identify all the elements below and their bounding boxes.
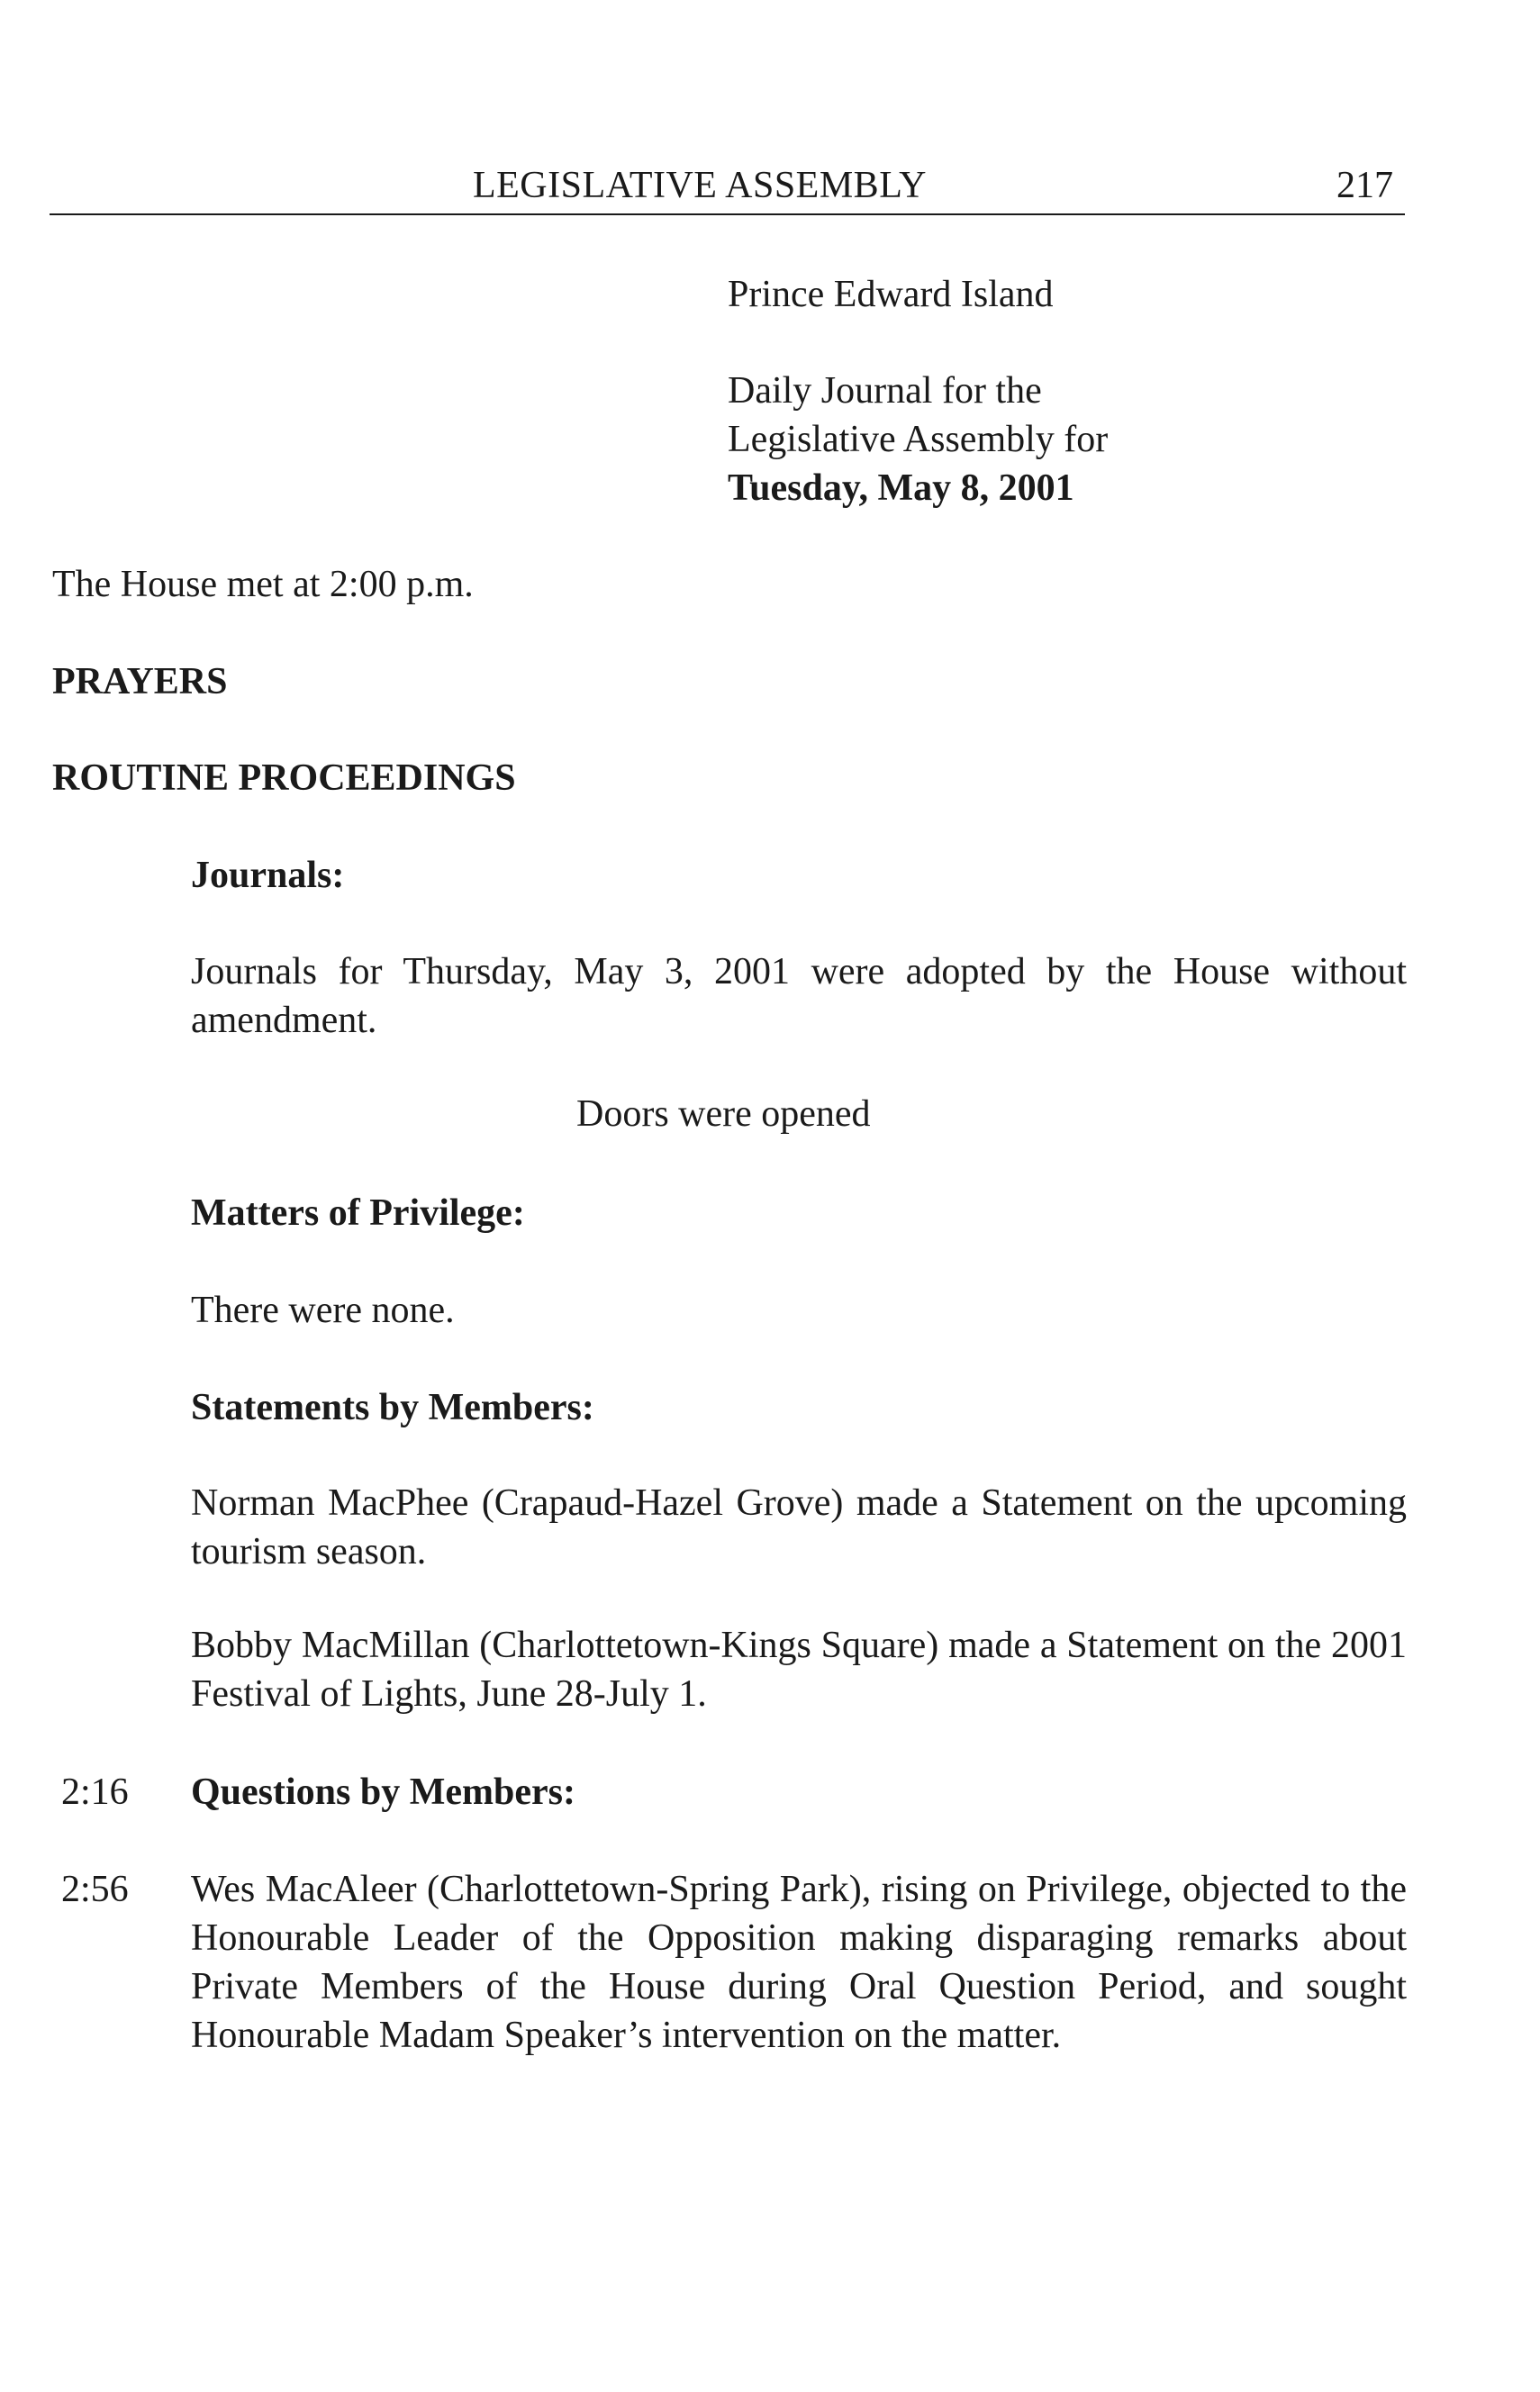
journal-title-line2: Legislative Assembly for [728,419,1109,460]
statement-item: Bobby MacMillan (Charlottetown-Kings Square) made a Statement on the 2001 Festival of Lights, June 28-July 1. [191,1625,1407,1715]
page-number: 217 [1336,165,1393,206]
prayers-heading: PRAYERS [52,661,228,702]
statements-heading: Statements by Members: [191,1387,594,1428]
privilege-raised-time: 2:56 [61,1869,129,1910]
header-rule [50,213,1405,215]
statement-item: Norman MacPhee (Crapaud-Hazel Grove) made a Statement on the upcoming tourism season. [191,1482,1407,1572]
header-title: LEGISLATIVE ASSEMBLY [473,165,927,206]
questions-time: 2:16 [61,1771,129,1813]
questions-heading: Questions by Members: [191,1771,575,1813]
province-name: Prince Edward Island [728,274,1054,315]
privilege-raised-paragraph: Wes MacAleer (Charlottetown-Spring Park), rising on Privilege, objected to the Honourable Leader of the Opposition making disparaging remarks about Private Members of the House during Oral Question Period, and sought Honourable Madam Speaker’s intervention on the matter. [191,1869,1407,2056]
journal-date: Tuesday, May 8, 2001 [728,467,1074,509]
privilege-text: There were none. [191,1290,455,1331]
journals-paragraph: Journals for Thursday, May 3, 2001 were adopted by the House without amendment. [191,951,1407,1041]
journal-title-line1: Daily Journal for the [728,370,1042,412]
routine-proceedings-heading: ROUTINE PROCEEDINGS [52,757,516,799]
house-met-text: The House met at 2:00 p.m. [52,564,474,605]
doors-opened-text: Doors were opened [576,1093,871,1135]
journals-heading: Journals: [191,855,345,896]
privilege-heading: Matters of Privilege: [191,1192,525,1234]
